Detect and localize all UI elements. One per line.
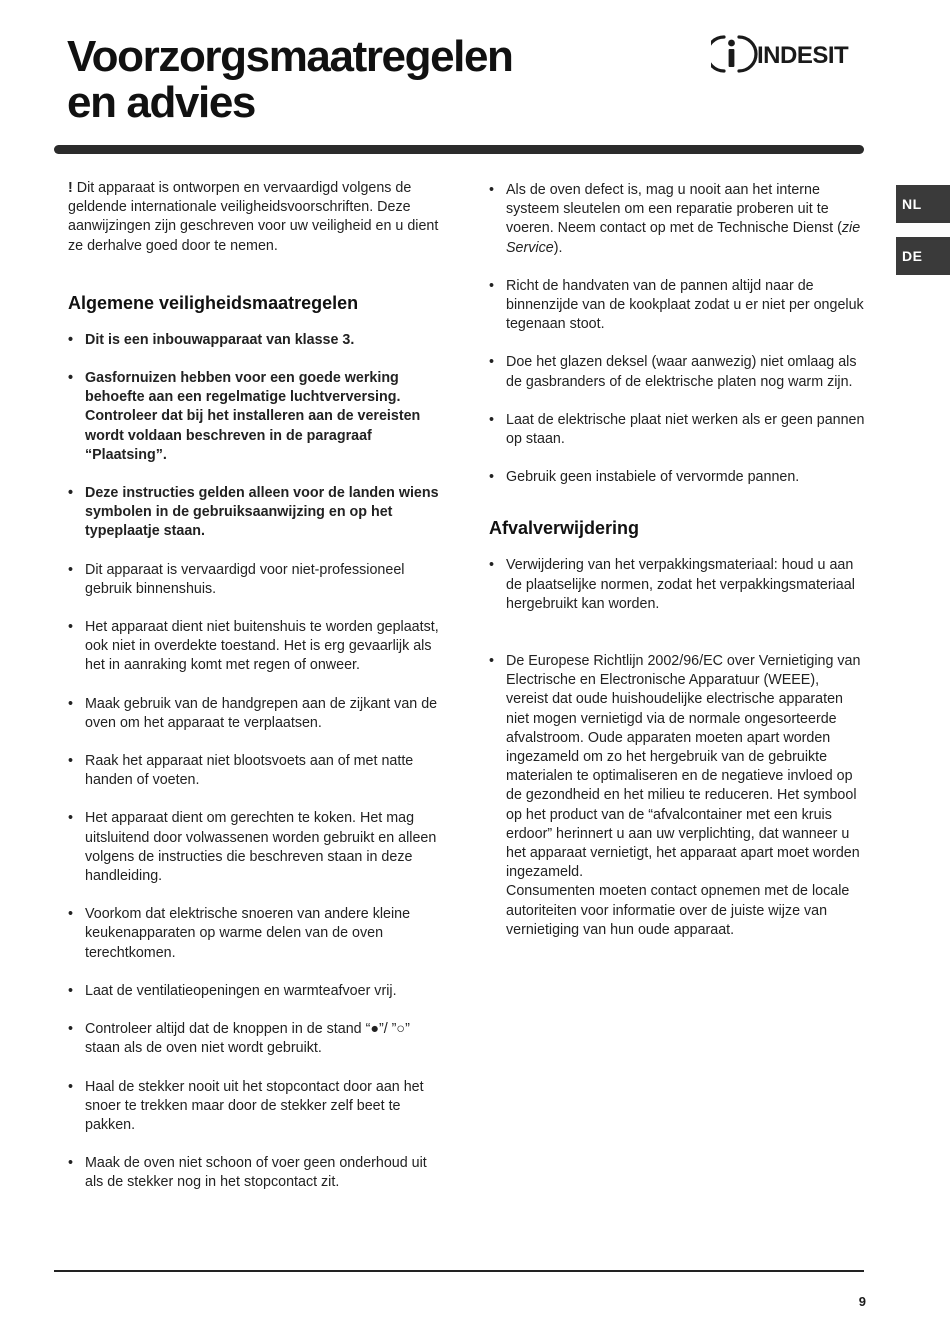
list-item: • Gebruik geen instabiele of vervormde pannen. bbox=[489, 468, 865, 487]
list-item: • Controleer altijd dat de knoppen in de stand “●”/ ”○” staan als de oven niet wordt gebruikt. bbox=[68, 1020, 444, 1058]
list-item: • Verwijdering van het verpakkingsmateriaal: houd u aan de plaatselijke normen, zodat het verpakkingsmateriaal hergebruikt kan worden. bbox=[489, 556, 865, 614]
list-item bbox=[489, 652, 865, 940]
weee-text: De Europese Richtlijn 2002/96/EC over Vernietiging van Electrische en Electronische Apparatuur (WEEE), vereist dat oude huishoudelijke electrische apparaten niet mogen vernietigd via de normale ongesorteerde afvalstroom. Oude apparaten moeten apart worden ingezameld om zo het hergebruik van de gebruikte materialen te optimaliseren en de negatieve invloed op de gezondheid en het milieu te reduceren. Het symbool op het product van de “afvalcontainer met een kruis erdoor” herinnert u aan uw verplichting, dat wanneer u het apparaat vernietigt, het apparaat apart moet worden ingezameld. bbox=[506, 653, 861, 881]
list-item: • Laat de ventilatieopeningen en warmteafvoer vrij. bbox=[68, 982, 444, 1001]
list-item-text-end: ). bbox=[553, 239, 563, 256]
page-number: 9 bbox=[858, 1294, 866, 1309]
weee-consumer-text: Consumenten moeten contact opnemen met de locale autoriteiten voor informatie over de juiste wijze van vernietiging van hun oude apparaat. bbox=[506, 883, 850, 938]
svg-text:INDESIT: INDESIT bbox=[757, 42, 849, 69]
disposal-heading: Afvalverwijdering bbox=[489, 518, 640, 539]
list-item: • Deze instructies gelden alleen voor de landen wiens symbolen in de gebruiksaanwijzing en op het typeplaatje staan. bbox=[68, 484, 444, 542]
list-item: • Haal de stekker nooit uit het stopcontact door aan het snoer te trekken maar door de stekker zelf beet te pakken. bbox=[68, 1078, 444, 1136]
list-item: • Raak het apparaat niet blootsvoets aan of met natte handen of voeten. bbox=[68, 752, 444, 790]
list-item: • Het apparaat dient niet buitenshuis te worden geplaatst, ook niet in overdekte toestand. Het is erg gevaarlijk als het in aanraking komt met regen of onweer. bbox=[68, 618, 444, 676]
language-tab-de[interactable]: DE bbox=[896, 237, 950, 275]
left-column bbox=[68, 179, 444, 1212]
indesit-logo-graphic bbox=[711, 32, 871, 76]
safety-list bbox=[68, 331, 444, 1193]
footer-divider bbox=[54, 1270, 864, 1272]
indesit-logo bbox=[711, 32, 871, 76]
list-item: • Gasfornuizen hebben voor een goede werking behoefte aan een regelmatige luchtverversing. Controleer dat bij het installeren aan de vereisten wordt voldaan beschreven in de paragraaf “Plaatsing”. bbox=[68, 369, 444, 465]
language-tab-nl[interactable]: NL bbox=[896, 185, 950, 223]
list-item-text: Als de oven defect is, mag u nooit aan het interne systeem sleutelen om een reparatie proberen uit te voeren. Neem contact op met de Technische Dienst ( bbox=[506, 182, 842, 237]
intro-text: Dit apparaat is ontworpen en vervaardigd volgens de geldende internationale veiligheidsvoorschriften. Deze aanwijzingen zijn geschreven voor uw veiligheid en u dient ze derhalve goed door te nemen. bbox=[68, 180, 439, 254]
safety-list-continued bbox=[489, 181, 865, 487]
intro-paragraph bbox=[68, 179, 444, 256]
list-item: • Dit is een inbouwapparaat van klasse 3. bbox=[68, 331, 444, 350]
list-item: • Maak de oven niet schoon of voer geen onderhoud uit als de stekker nog in het stopcontact zit. bbox=[68, 1154, 444, 1192]
list-item: • Laat de elektrische plaat niet werken als er geen pannen op staan. bbox=[489, 411, 865, 449]
right-column bbox=[489, 181, 865, 959]
safety-heading: Algemene veiligheidsmaatregelen bbox=[68, 292, 359, 313]
list-item: • Maak gebruik van de handgrepen aan de zijkant van de oven om het apparaat te verplaatsen. bbox=[68, 695, 444, 733]
list-item: • Dit apparaat is vervaardigd voor niet-professioneel gebruik binnenshuis. bbox=[68, 561, 444, 599]
list-item bbox=[489, 181, 865, 258]
list-item: • Richt de handvaten van de pannen altijd naar de binnenzijde van de kookplaat zodat u er niet per ongeluk tegenaan stoot. bbox=[489, 277, 865, 335]
page-title-line2: en advies bbox=[67, 78, 255, 127]
list-item: • Het apparaat dient om gerechten te koken. Het mag uitsluitend door volwassenen worden gebruikt en alleen volgens de instructies die beschreven staan in deze handleiding. bbox=[68, 809, 444, 886]
service-reference: zie Service bbox=[506, 220, 861, 256]
header-divider bbox=[54, 145, 864, 154]
page-title-line1: Voorzorgsmaatregelen bbox=[67, 32, 513, 81]
list-item: • Doe het glazen deksel (waar aanwezig) niet omlaag als de gasbranders of de elektrische platen nog warm zijn. bbox=[489, 353, 865, 391]
page-title bbox=[67, 34, 513, 126]
warning-mark: ! bbox=[68, 180, 73, 196]
disposal-list bbox=[489, 556, 865, 940]
list-item: • Voorkom dat elektrische snoeren van andere kleine keukenapparaten op warme delen van de oven terechtkomen. bbox=[68, 905, 444, 963]
